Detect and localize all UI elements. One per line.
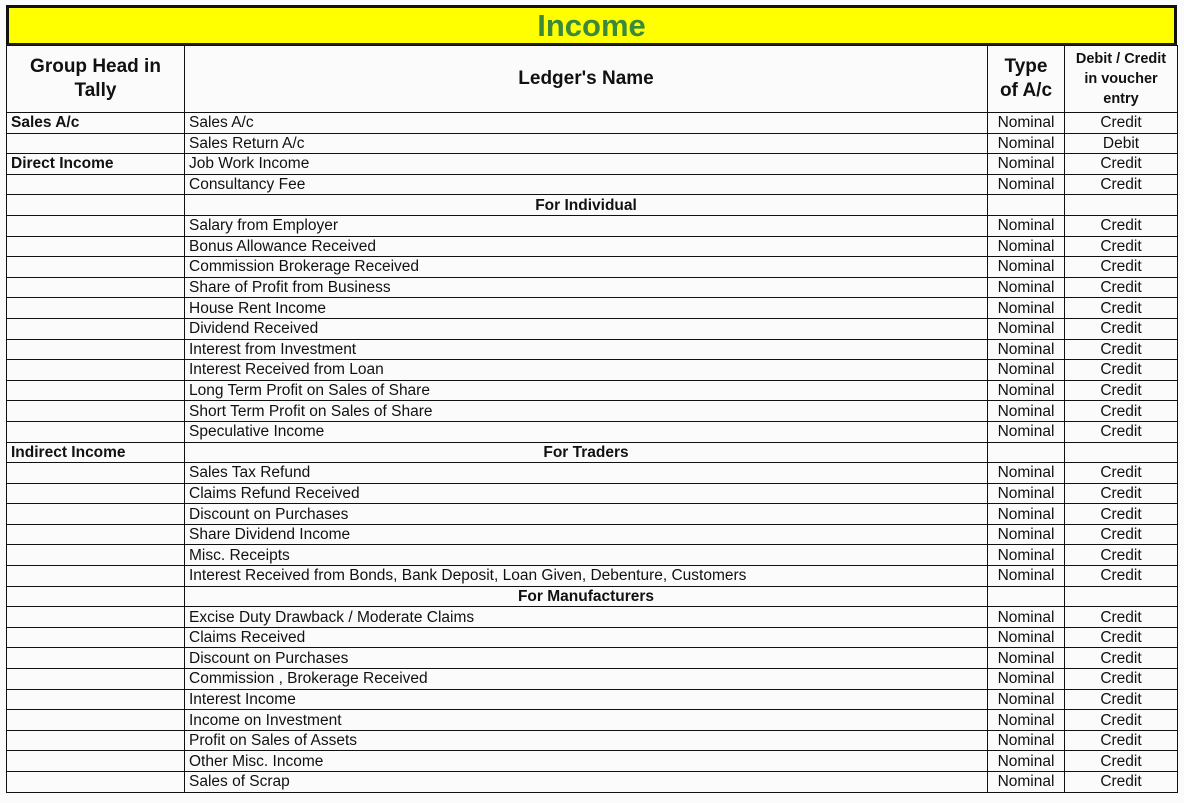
account-type-cell: Nominal bbox=[988, 689, 1065, 710]
debit-credit-cell: Credit bbox=[1065, 483, 1178, 504]
account-type-cell: Nominal bbox=[988, 257, 1065, 278]
table-row bbox=[7, 566, 1178, 587]
account-type-cell: Nominal bbox=[988, 566, 1065, 587]
ledger-name-cell: Discount on Purchases bbox=[185, 648, 988, 669]
account-type-cell: Nominal bbox=[988, 463, 1065, 484]
group-head-cell: Direct Income bbox=[7, 154, 185, 175]
group-head-cell bbox=[7, 751, 185, 772]
debit-credit-cell: Credit bbox=[1065, 174, 1178, 195]
group-head-cell bbox=[7, 339, 185, 360]
account-type-cell: Nominal bbox=[988, 174, 1065, 195]
table-row bbox=[7, 483, 1178, 504]
income-sheet bbox=[6, 5, 1177, 793]
account-type-cell: Nominal bbox=[988, 524, 1065, 545]
ledger-name-cell: Commission Brokerage Received bbox=[185, 257, 988, 278]
ledger-name-cell: Interest Income bbox=[185, 689, 988, 710]
group-head-cell bbox=[7, 586, 185, 607]
debit-credit-cell: Credit bbox=[1065, 772, 1178, 793]
debit-credit-cell: Credit bbox=[1065, 360, 1178, 381]
ledger-name-cell: Interest from Investment bbox=[185, 339, 988, 360]
table-row bbox=[7, 318, 1178, 339]
section-row bbox=[7, 442, 1178, 463]
ledger-name-cell: Sales Tax Refund bbox=[185, 463, 988, 484]
debit-credit-cell: Credit bbox=[1065, 277, 1178, 298]
group-head-cell bbox=[7, 545, 185, 566]
table-row bbox=[7, 154, 1178, 175]
ledger-name-cell: Interest Received from Loan bbox=[185, 360, 988, 381]
account-type-cell: Nominal bbox=[988, 113, 1065, 134]
account-type-cell: Nominal bbox=[988, 236, 1065, 257]
ledger-name-cell: Sales A/c bbox=[185, 113, 988, 134]
group-head-cell bbox=[7, 772, 185, 793]
group-head-cell bbox=[7, 463, 185, 484]
table-row bbox=[7, 339, 1178, 360]
account-type-cell: Nominal bbox=[988, 318, 1065, 339]
debit-credit-cell: Credit bbox=[1065, 380, 1178, 401]
table-row bbox=[7, 627, 1178, 648]
section-heading: For Manufacturers bbox=[185, 586, 988, 607]
group-head-cell: Sales A/c bbox=[7, 113, 185, 134]
account-type-cell: Nominal bbox=[988, 627, 1065, 648]
account-type-cell: Nominal bbox=[988, 133, 1065, 154]
debit-credit-cell: Credit bbox=[1065, 607, 1178, 628]
income-ledger-table bbox=[6, 45, 1178, 793]
table-row bbox=[7, 360, 1178, 381]
group-head-cell bbox=[7, 133, 185, 154]
header-ledger-name: Ledger's Name bbox=[185, 46, 988, 113]
account-type-cell: Nominal bbox=[988, 710, 1065, 731]
header-row bbox=[7, 46, 1178, 113]
table-row bbox=[7, 463, 1178, 484]
ledger-name-cell: Interest Received from Bonds, Bank Deposit, Loan Given, Debenture, Customers bbox=[185, 566, 988, 587]
account-type-cell: Nominal bbox=[988, 215, 1065, 236]
account-type-cell: Nominal bbox=[988, 730, 1065, 751]
account-type-cell: Nominal bbox=[988, 298, 1065, 319]
account-type-cell: Nominal bbox=[988, 607, 1065, 628]
section-row bbox=[7, 586, 1178, 607]
account-type-cell: Nominal bbox=[988, 277, 1065, 298]
account-type-cell: Nominal bbox=[988, 648, 1065, 669]
table-row bbox=[7, 524, 1178, 545]
ledger-name-cell: Share of Profit from Business bbox=[185, 277, 988, 298]
table-row bbox=[7, 504, 1178, 525]
account-type-cell: Nominal bbox=[988, 339, 1065, 360]
group-head-cell bbox=[7, 195, 185, 216]
debit-credit-cell: Credit bbox=[1065, 648, 1178, 669]
header-debit-credit: Debit / Credit in voucher entry bbox=[1065, 46, 1178, 113]
ledger-name-cell: Long Term Profit on Sales of Share bbox=[185, 380, 988, 401]
table-row bbox=[7, 298, 1178, 319]
table-row bbox=[7, 401, 1178, 422]
ledger-name-cell: Dividend Received bbox=[185, 318, 988, 339]
group-head-cell bbox=[7, 689, 185, 710]
debit-credit-cell: Credit bbox=[1065, 689, 1178, 710]
table-row bbox=[7, 545, 1178, 566]
ledger-name-cell: Discount on Purchases bbox=[185, 504, 988, 525]
group-head-cell bbox=[7, 318, 185, 339]
debit-credit-cell: Credit bbox=[1065, 545, 1178, 566]
table-row bbox=[7, 648, 1178, 669]
account-type-cell bbox=[988, 442, 1065, 463]
group-head-cell bbox=[7, 277, 185, 298]
debit-credit-cell: Credit bbox=[1065, 298, 1178, 319]
ledger-name-cell: Short Term Profit on Sales of Share bbox=[185, 401, 988, 422]
ledger-name-cell: Income on Investment bbox=[185, 710, 988, 731]
debit-credit-cell: Credit bbox=[1065, 154, 1178, 175]
debit-credit-cell bbox=[1065, 586, 1178, 607]
ledger-name-cell: Sales Return A/c bbox=[185, 133, 988, 154]
section-row bbox=[7, 195, 1178, 216]
account-type-cell: Nominal bbox=[988, 380, 1065, 401]
account-type-cell: Nominal bbox=[988, 421, 1065, 442]
header-group-head: Group Head in Tally bbox=[7, 46, 185, 113]
account-type-cell: Nominal bbox=[988, 504, 1065, 525]
table-row bbox=[7, 772, 1178, 793]
group-head-cell bbox=[7, 174, 185, 195]
group-head-cell bbox=[7, 380, 185, 401]
group-head-cell bbox=[7, 421, 185, 442]
ledger-name-cell: Sales of Scrap bbox=[185, 772, 988, 793]
account-type-cell: Nominal bbox=[988, 401, 1065, 422]
debit-credit-cell: Credit bbox=[1065, 710, 1178, 731]
table-row bbox=[7, 669, 1178, 690]
debit-credit-cell: Credit bbox=[1065, 401, 1178, 422]
ledger-name-cell: Speculative Income bbox=[185, 421, 988, 442]
account-type-cell: Nominal bbox=[988, 751, 1065, 772]
table-row bbox=[7, 380, 1178, 401]
group-head-cell bbox=[7, 360, 185, 381]
debit-credit-cell: Credit bbox=[1065, 463, 1178, 484]
ledger-name-cell: Claims Refund Received bbox=[185, 483, 988, 504]
table-row bbox=[7, 236, 1178, 257]
ledger-name-cell: Profit on Sales of Assets bbox=[185, 730, 988, 751]
group-head-cell bbox=[7, 607, 185, 628]
table-row bbox=[7, 421, 1178, 442]
page-title: Income bbox=[537, 7, 646, 43]
ledger-name-cell: Share Dividend Income bbox=[185, 524, 988, 545]
debit-credit-cell: Credit bbox=[1065, 627, 1178, 648]
group-head-cell bbox=[7, 648, 185, 669]
debit-credit-cell: Credit bbox=[1065, 566, 1178, 587]
section-heading: For Individual bbox=[185, 195, 988, 216]
table-body bbox=[7, 113, 1178, 793]
table-row bbox=[7, 133, 1178, 154]
group-head-cell bbox=[7, 504, 185, 525]
account-type-cell bbox=[988, 586, 1065, 607]
table-row bbox=[7, 689, 1178, 710]
group-head-cell bbox=[7, 627, 185, 648]
header-type: Type of A/c bbox=[988, 46, 1065, 113]
group-head-cell bbox=[7, 566, 185, 587]
ledger-name-cell: Commission , Brokerage Received bbox=[185, 669, 988, 690]
group-head-cell bbox=[7, 524, 185, 545]
group-head-cell bbox=[7, 257, 185, 278]
group-head-cell: Indirect Income bbox=[7, 442, 185, 463]
account-type-cell: Nominal bbox=[988, 545, 1065, 566]
debit-credit-cell: Credit bbox=[1065, 257, 1178, 278]
table-row bbox=[7, 215, 1178, 236]
table-row bbox=[7, 113, 1178, 134]
debit-credit-cell: Debit bbox=[1065, 133, 1178, 154]
debit-credit-cell: Credit bbox=[1065, 524, 1178, 545]
debit-credit-cell: Credit bbox=[1065, 421, 1178, 442]
debit-credit-cell bbox=[1065, 195, 1178, 216]
debit-credit-cell: Credit bbox=[1065, 504, 1178, 525]
debit-credit-cell: Credit bbox=[1065, 113, 1178, 134]
ledger-name-cell: Other Misc. Income bbox=[185, 751, 988, 772]
group-head-cell bbox=[7, 710, 185, 731]
ledger-name-cell: Bonus Allowance Received bbox=[185, 236, 988, 257]
debit-credit-cell: Credit bbox=[1065, 318, 1178, 339]
table-row bbox=[7, 607, 1178, 628]
debit-credit-cell bbox=[1065, 442, 1178, 463]
account-type-cell: Nominal bbox=[988, 669, 1065, 690]
section-heading: For Traders bbox=[185, 442, 988, 463]
table-row bbox=[7, 277, 1178, 298]
table-row bbox=[7, 730, 1178, 751]
debit-credit-cell: Credit bbox=[1065, 669, 1178, 690]
ledger-name-cell: Salary from Employer bbox=[185, 215, 988, 236]
group-head-cell bbox=[7, 730, 185, 751]
debit-credit-cell: Credit bbox=[1065, 215, 1178, 236]
debit-credit-cell: Credit bbox=[1065, 730, 1178, 751]
ledger-name-cell: Misc. Receipts bbox=[185, 545, 988, 566]
table-row bbox=[7, 174, 1178, 195]
title-bar bbox=[6, 5, 1177, 45]
group-head-cell bbox=[7, 298, 185, 319]
debit-credit-cell: Credit bbox=[1065, 339, 1178, 360]
account-type-cell bbox=[988, 195, 1065, 216]
group-head-cell bbox=[7, 669, 185, 690]
debit-credit-cell: Credit bbox=[1065, 236, 1178, 257]
debit-credit-cell: Credit bbox=[1065, 751, 1178, 772]
account-type-cell: Nominal bbox=[988, 772, 1065, 793]
table-row bbox=[7, 710, 1178, 731]
account-type-cell: Nominal bbox=[988, 360, 1065, 381]
account-type-cell: Nominal bbox=[988, 483, 1065, 504]
table-row bbox=[7, 751, 1178, 772]
table-row bbox=[7, 257, 1178, 278]
group-head-cell bbox=[7, 401, 185, 422]
group-head-cell bbox=[7, 236, 185, 257]
group-head-cell bbox=[7, 483, 185, 504]
group-head-cell bbox=[7, 215, 185, 236]
account-type-cell: Nominal bbox=[988, 154, 1065, 175]
ledger-name-cell: Job Work Income bbox=[185, 154, 988, 175]
ledger-name-cell: Consultancy Fee bbox=[185, 174, 988, 195]
ledger-name-cell: Excise Duty Drawback / Moderate Claims bbox=[185, 607, 988, 628]
ledger-name-cell: Claims Received bbox=[185, 627, 988, 648]
ledger-name-cell: House Rent Income bbox=[185, 298, 988, 319]
